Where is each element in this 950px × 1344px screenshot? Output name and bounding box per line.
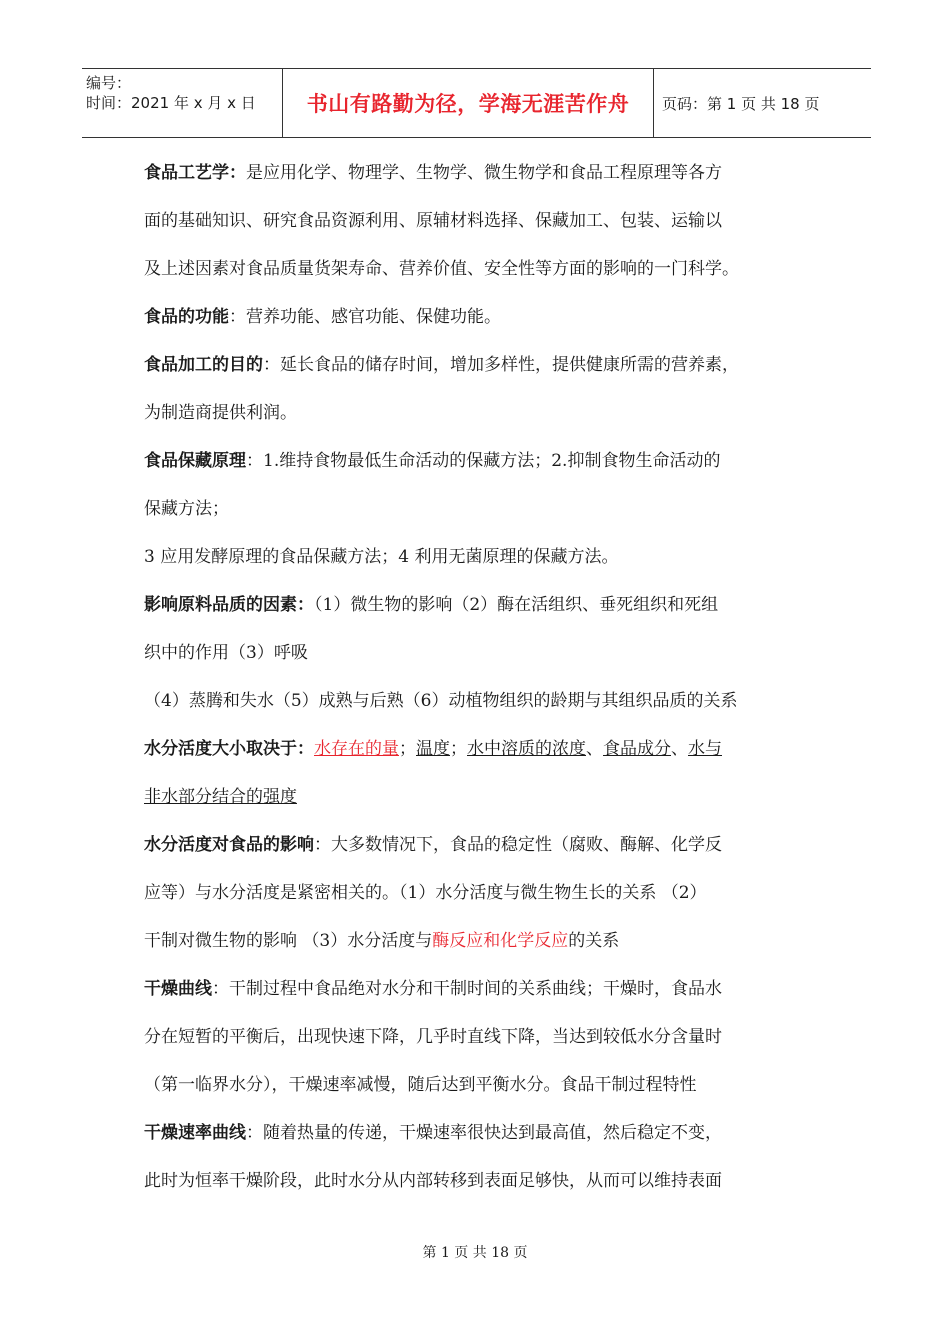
paragraph-line: 分在短暂的平衡后，出现快速下降，几乎时直线下降，当达到较低水分含量时 (144, 1027, 722, 1047)
paragraph-line: 此时为恒率干燥阶段，此时水分从内部转移到表面足够快，从而可以维持表面 (144, 1171, 722, 1191)
term-heading: 食品保藏原理 (144, 451, 246, 471)
paragraph-line: 水分活度对食品的影响：大多数情况下，食品的稳定性（腐败、酶解、化学反 (144, 835, 722, 855)
paragraph-line: 水分活度大小取决于：水存在的量；温度；水中溶质的浓度、食品成分、水与 (144, 739, 722, 759)
paragraph-line: （4）蒸腾和失水（5）成熟与后熟（6）动植物组织的龄期与其组织品质的关系 (144, 691, 738, 711)
highlight-text: 水存在的量 (314, 739, 399, 759)
header-meta (82, 69, 282, 137)
term-heading: 食品工艺学： (144, 163, 246, 183)
date-label: 时间：2021 年 x 月 x 日 (86, 94, 256, 112)
paragraph-line: 食品加工的目的：延长食品的储存时间，增加多样性，提供健康所需的营养素， (144, 355, 739, 375)
paragraph-line: （第一临界水分），干燥速率减慢，随后达到平衡水分。食品干制过程特性 (144, 1075, 697, 1095)
paragraph-line: 应等）与水分活度是紧密相关的。（1）水分活度与微生物生长的关系 （2） (144, 883, 707, 903)
paragraph-line: 及上述因素对食品质量货架寿命、营养价值、安全性等方面的影响的一门科学。 (144, 259, 739, 279)
paragraph-line: 非水部分结合的强度 (144, 787, 297, 807)
paragraph-line: 为制造商提供利润。 (144, 403, 297, 423)
paragraph-line: 干燥速率曲线：随着热量的传递，干燥速率很快达到最高值，然后稳定不变， (144, 1123, 722, 1143)
page-footer: 第 1 页 共 18 页 (422, 1245, 528, 1261)
doc-number-label: 编号： (86, 74, 132, 92)
paragraph-line: 食品工艺学：是应用化学、物理学、生物学、微生物学和食品工程原理等各方 (144, 163, 722, 183)
page-header (82, 68, 871, 138)
paragraph-line: 3 应用发酵原理的食品保藏方法；4 利用无菌原理的保藏方法。 (144, 547, 619, 567)
term-heading: 水分活度大小取决于： (144, 739, 314, 759)
paragraph-line: 食品保藏原理：1.维持食物最低生命活动的保藏方法；2.抑制食物生命活动的 (144, 451, 721, 471)
paragraph-line: 食品的功能：营养功能、感官功能、保健功能。 (144, 307, 501, 327)
paragraph-line: 织中的作用（3）呼吸 (144, 643, 308, 663)
paragraph-line: 面的基础知识、研究食品资源利用、原辅材料选择、保藏加工、包装、运输以 (144, 211, 722, 231)
term-heading: 食品加工的目的 (144, 355, 263, 375)
paragraph-line: 干制对微生物的影响 （3）水分活度与酶反应和化学反应的关系 (144, 931, 620, 951)
term-heading: 干燥速率曲线 (144, 1123, 246, 1143)
highlight-text: 酶反应和化学反应 (432, 931, 569, 951)
paragraph-line: 影响原料品质的因素：（1）微生物的影响（2）酶在活组织、垂死组织和死组 (144, 595, 719, 615)
document-body (144, 149, 812, 1205)
paragraph-line: 干燥曲线：干制过程中食品绝对水分和干制时间的关系曲线；干燥时，食品水 (144, 979, 722, 999)
paragraph-line: 保藏方法； (144, 499, 229, 519)
term-heading: 影响原料品质的因素： (144, 595, 314, 615)
header-page-info: 页码：第 1 页 共 18 页 (662, 94, 820, 113)
header-motto: 书山有路勤为径，学海无涯苦作舟 (282, 69, 654, 137)
term-heading: 干燥曲线 (144, 979, 212, 999)
term-heading: 食品的功能 (144, 307, 229, 327)
term-heading: 水分活度对食品的影响 (144, 835, 314, 855)
